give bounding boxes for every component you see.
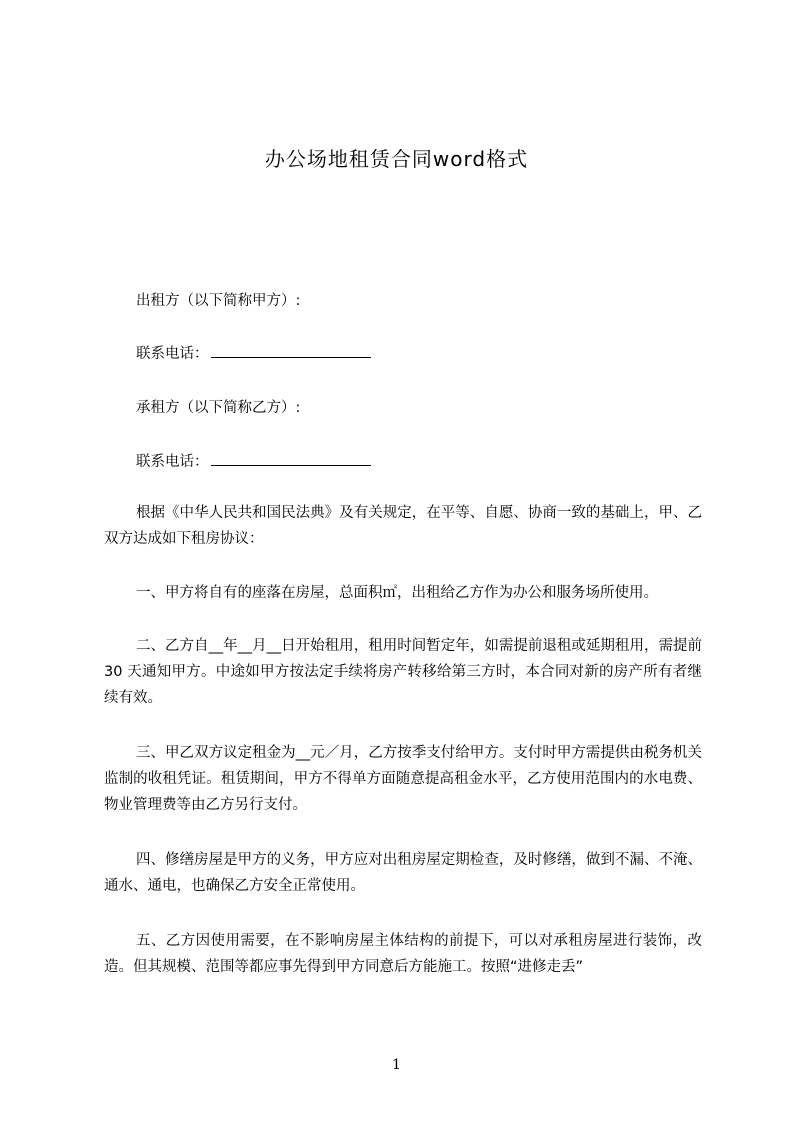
paragraph-text: 四、修缮房屋是甲方的义务，甲方应对出租房屋定期检查，及时修缮，做到不漏、不淹、通水、通电，也确保乙方安全正常使用。 [104,852,702,894]
contract-clause-4 [104,847,702,899]
lessee-phone-blank [211,452,371,466]
contract-clause-5 [104,928,702,980]
document-title: 办公场地租赁合同word格式 [264,147,529,171]
paragraph-text: 二、乙方自__年__月__日开始租用，租用时间暂定年，如需提前退租或延期租用，需提前 30 天通知甲方。中途如甲方按法定手续将房产转移给第三方时，本合同对新的房产所有者继续有效。 [104,638,702,706]
page-number: 1 [392,1057,401,1073]
paragraph-text: 根据《中华人民共和国民法典》及有关规定，在平等、自愿、协商一致的基础上，甲、乙双方达成如下租房协议： [104,505,702,547]
phone-label: 联系电话： [136,346,209,362]
lessee-label: 承租方（以下简称乙方）: [136,400,301,416]
contract-paragraph-preamble [104,500,702,552]
lessor-phone-blank [211,344,371,358]
lessee-phone-line [136,452,371,472]
paragraph-text: 一、甲方将自有的座落在房屋，总面积㎡，出租给乙方作为办公和服务场所使用。 [136,585,658,601]
lessor-phone-line [136,344,371,364]
contract-clause-3 [104,740,702,818]
contract-clause-2 [104,633,702,711]
contract-clause-1 [104,580,702,606]
lessor-label: 出租方（以下简称甲方）: [136,293,301,309]
phone-label: 联系电话： [136,454,209,470]
paragraph-text: 五、乙方因使用需要，在不影响房屋主体结构的前提下，可以对承租房屋进行装饰，改造。但其规模、范围等都应事先得到甲方同意后方能施工。按照“进修走丢” [104,933,702,975]
paragraph-text: 三、甲乙双方议定租金为__元／月，乙方按季支付给甲方。支付时甲方需提供由税务机关监制的收租凭证。租赁期间，甲方不得单方面随意提高租金水平，乙方使用范围内的水电费、物业管理费等由乙方另行支付。 [104,745,702,813]
